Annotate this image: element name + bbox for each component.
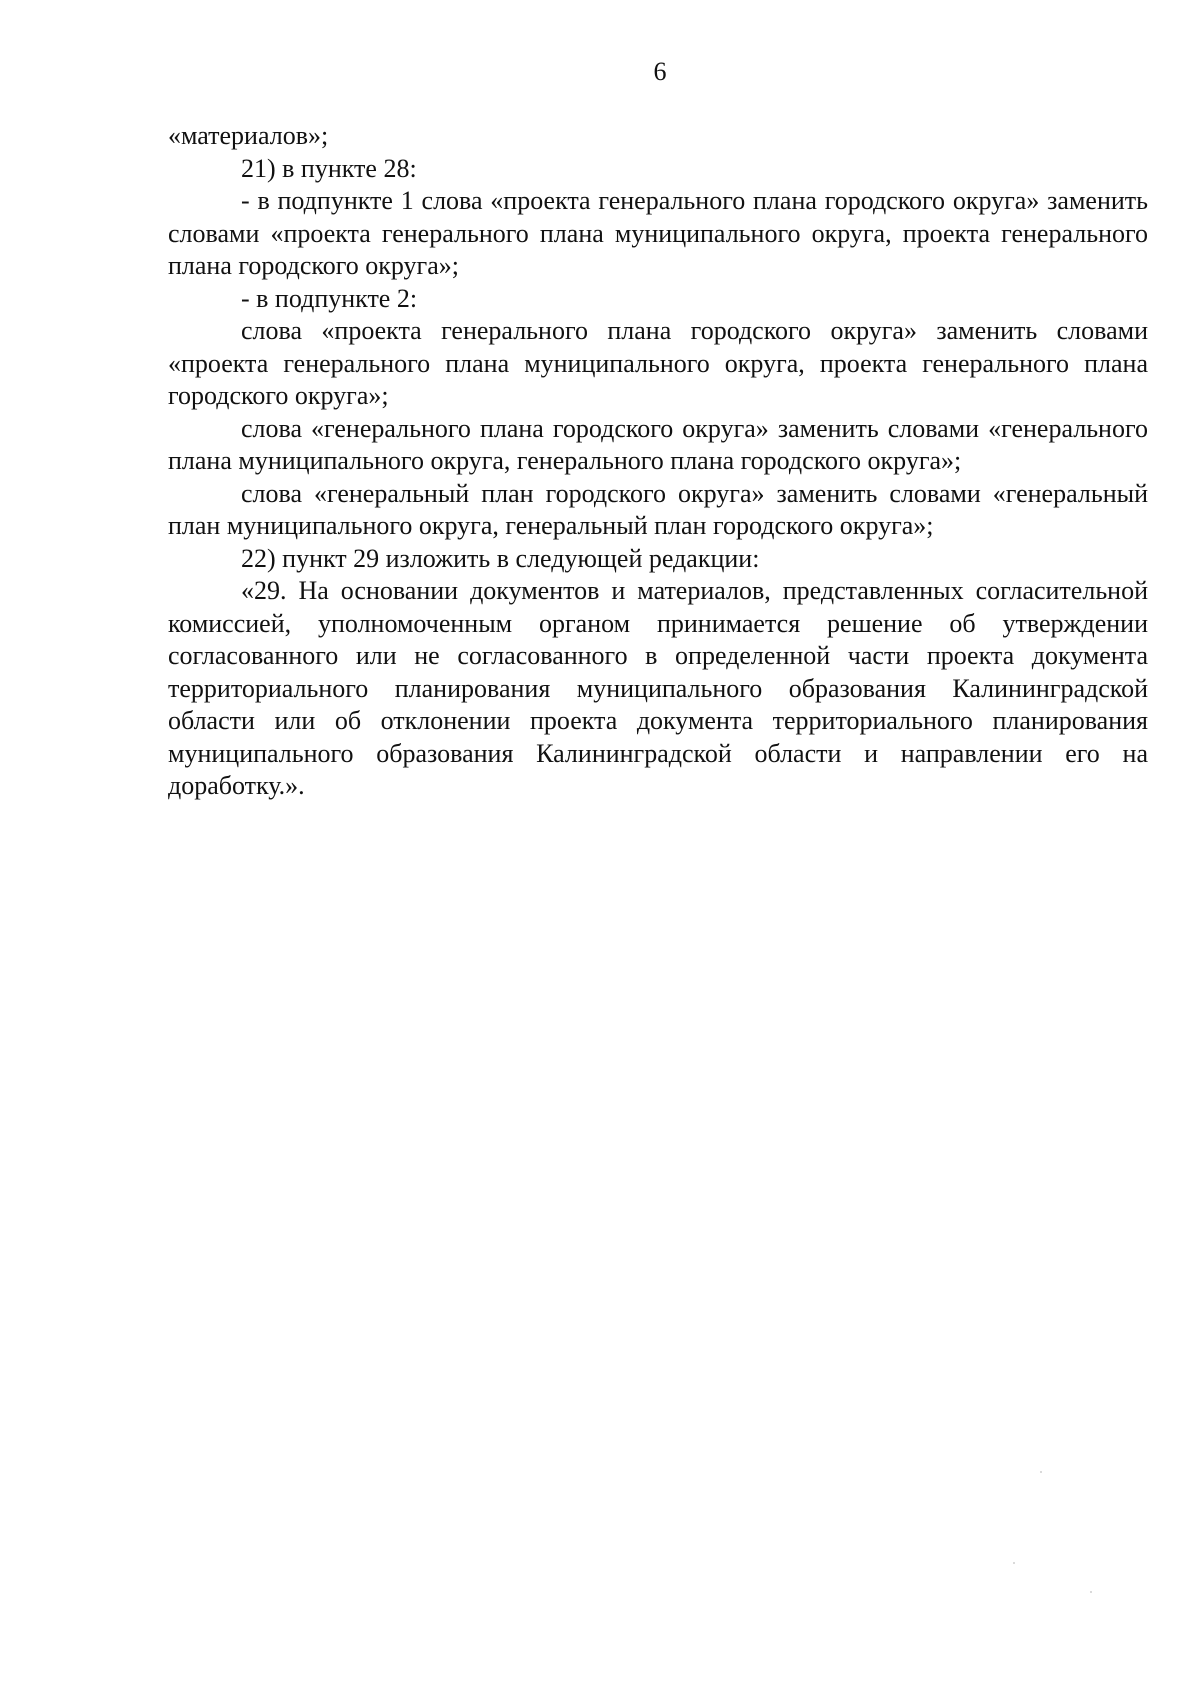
page-number: 6 (653, 57, 667, 86)
paragraph-item-22: 22) пункт 29 изложить в следующей редакции: (241, 543, 760, 573)
paragraph-replace-general-plan-nominative: слова «генеральный план городского округа» заменить словами «генеральный план муниципального округа, генеральный план городского округа»; (168, 478, 1148, 540)
paragraph-subitem-2: - в подпункте 2: (241, 283, 418, 313)
paragraph-subitem-1: - в подпункте 1 слова «проекта генерального плана городского округа» заменить словами «проекта генерального плана муниципального округа, проекта генерального плана городского округа»; (168, 186, 1148, 280)
scan-speck (1090, 1591, 1092, 1593)
paragraph-item-29-text: «29. На основании документов и материалов, представленных согласительной комиссией, уполномоченным органом принимается решение об утверждении согласованного или не согласованного в определенной части проекта документа территориального планирования муниципального образования Калининградской области или об отклонении проекта документа территориального планирования муниципального образования Калининградской области и направлении его на доработку.». (168, 576, 1148, 800)
paragraph-continuation: «материалов»; (168, 121, 329, 150)
paragraph-item-21: 21) в пункте 28: (241, 153, 417, 183)
scan-speck (1013, 1562, 1015, 1564)
paragraph-replace-general-plan-genitive: слова «генерального плана городского округа» заменить словами «генерального плана муниципального округа, генерального плана городского округа»; (168, 413, 1148, 475)
paragraph-replace-project-plan: слова «проекта генерального плана городского округа» заменить словами «проекта генерального плана муниципального округа, проекта генерального плана городского округа»; (168, 316, 1148, 410)
document-body (168, 120, 1148, 803)
scan-speck (1040, 1471, 1042, 1473)
